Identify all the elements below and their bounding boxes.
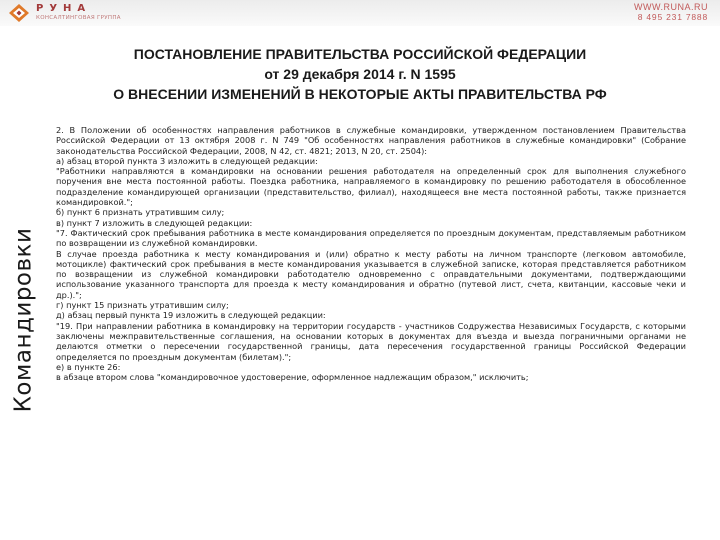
paragraph: "19. При направлении работника в командировку на территории государств - участников Содружества Независимых Государств, с которыми заключены межправительственные соглашения, на основании которых в документах для въезда и выезда пограничными органами не делаются отметки о пересечении государственной границы, дата пересечения государственной границы Российской Федерации определяется по проездным документам (билетам)."; [56,320,686,362]
phone-number: 8 495 231 7888 [637,11,708,22]
company-logo[interactable] [8,3,121,23]
paragraph: г) пункт 15 признать утратившим силу; [56,300,229,311]
contacts [634,3,708,22]
title-line-1: ПОСТАНОВЛЕНИЕ ПРАВИТЕЛЬСТВА РОССИЙСКОЙ ФЕДЕРАЦИИ [133,46,587,62]
title-line-2: от 29 декабря 2014 г. N 1595 [264,66,456,82]
document-body [56,125,686,382]
logo-name: РУНА [36,3,92,15]
paragraph: В случае проезда работника к месту командирования и (или) обратно к месту работы на личном транспорте (легковом автомобиле, мотоцикле) фактический срок пребывания в месте командирования указывается в служебной записке, которая представляется работником по возвращении из служебной командировки работодателю одновременно с оправдательными документами, подтверждающими использование указанного транспорта для проезда к месту командирования и обратно (путевой лист, счета, квитанции, кассовые чеки и др.)."; [56,248,686,300]
paragraph: е) в пункте 26: [56,361,121,372]
paragraph: д) абзац первый пункта 19 изложить в следующей редакции: [56,310,326,321]
title-line-3: О ВНЕСЕНИИ ИЗМЕНЕНИЙ В НЕКОТОРЫЕ АКТЫ ПРАВИТЕЛЬСТВА РФ [113,86,607,102]
paragraph: а) абзац второй пункта 3 изложить в следующей редакции: [56,155,318,166]
logo-subtitle: КОНСАЛТИНГОВАЯ ГРУППА [36,15,121,22]
runa-logo-icon [8,3,30,23]
side-label-container [2,130,44,510]
page-title [0,44,720,104]
paragraph: в) пункт 7 изложить в следующей редакции: [56,217,253,228]
paragraph: в абзаце втором слова "командировочное удостоверение, оформленное надлежащим образом," исключить; [56,372,529,383]
side-label: Командировки [10,227,36,413]
website-link[interactable]: WWW.RUNA.RU [634,2,708,12]
top-band [0,0,720,26]
paragraph: "7. Фактический срок пребывания работника в месте командирования определяется по проездным документам, представляемым работником по возвращении из служебной командировки. [56,227,686,249]
paragraph: "Работники направляются в командировки на основании решения работодателя на определенный срок для выполнения служебного поручения вне места постоянной работы. Поездка работника, направляемого в командировку по решению работодателя в обособленное подразделение командирующей организации (представительство, филиал), находящееся вне места постоянной работы, также признается командировкой."; [56,166,686,208]
paragraph: 2. В Положении об особенностях направления работников в служебные командировки, утвержденном постановлением Правительства Российской Федерации от 13 октября 2008 г. N 749 "Об особенностях направления работников в служебные командировки" (Собрание законодательства Российской Федерации, 2008, N 42, ст. 4821; 2013, N 20, ст. 2504): [56,125,686,156]
paragraph: б) пункт 6 признать утратившим силу; [56,207,225,218]
